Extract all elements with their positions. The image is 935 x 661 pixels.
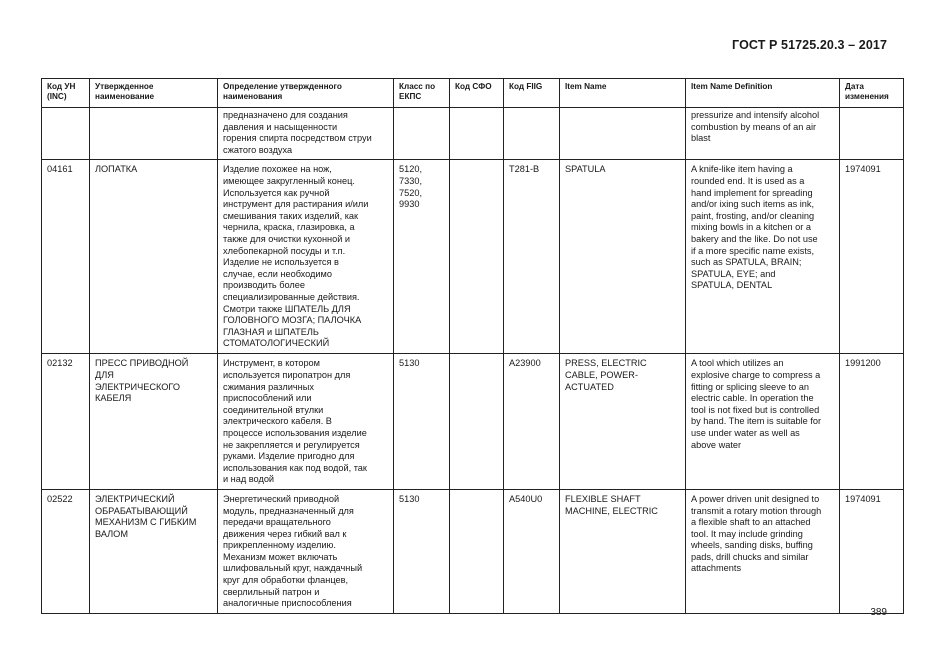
- table-body: [42, 108, 904, 614]
- cell-definition: [218, 354, 394, 490]
- cell-line: ГОЛОВНОГО МОЗГА; ПАЛОЧКА: [223, 315, 362, 326]
- cell-line: by hand. The item is suitable for: [691, 416, 822, 427]
- cell-line: explosive charge to compress a: [691, 369, 821, 380]
- cell-line: wheels, sanding disks, buffing: [691, 540, 813, 551]
- cell-code-fiig: A23900: [504, 354, 560, 490]
- cell-line: pads, drill chucks and similar: [691, 551, 809, 562]
- cell-code-fiig: A540U0: [504, 489, 560, 613]
- cell-item-name: [560, 489, 686, 613]
- cell-date-changed: 1991200: [840, 354, 904, 490]
- cell-line: имеющее закругленный конец.: [223, 175, 355, 186]
- cell-line: ЭЛЕКТРИЧЕСКОГО: [95, 381, 181, 392]
- cell-line: 5130: [399, 358, 420, 369]
- cell-line: электрического кабеля. В: [223, 416, 332, 427]
- cell-line: attachments: [691, 563, 742, 574]
- cell-line: transmit a rotary motion through: [691, 505, 822, 516]
- cell-line: также для очистки кухонной и: [223, 233, 351, 244]
- cell-line: hand implement for spreading: [691, 187, 813, 198]
- cell-line: above water: [691, 439, 742, 450]
- cell-line: Изделие не используется в: [223, 257, 339, 268]
- cell-line: PRESS, ELECTRIC: [565, 358, 647, 369]
- cell-item-name: [560, 108, 686, 160]
- column-header-item-name: Item Name: [560, 79, 686, 108]
- column-header-code-fiig: Код FIIG: [504, 79, 560, 108]
- cell-line: не закрепляется и регулируется: [223, 439, 360, 450]
- cell-line: ГЛАЗНАЯ и ШПАТЕЛЬ: [223, 326, 319, 337]
- column-header-date-changed: Дата изменения: [840, 79, 904, 108]
- column-header-approved-name: Утвержденное наименование: [90, 79, 218, 108]
- cell-line: FLEXIBLE SHAFT: [565, 493, 641, 504]
- cell-definition: [218, 489, 394, 613]
- cell-line: paint, frosting, and/or cleaning: [691, 210, 815, 221]
- cell-line: electric cable. In operation the: [691, 393, 814, 404]
- cell-class-ekps: [394, 108, 450, 160]
- cell-line: 9930: [399, 199, 420, 210]
- cell-line: производить более: [223, 280, 306, 291]
- column-header-definition: Определение утвержденного наименования: [218, 79, 394, 108]
- cell-class-ekps: [394, 354, 450, 490]
- cell-item-name: [560, 354, 686, 490]
- cell-line: специализированные действия.: [223, 291, 360, 302]
- cell-approved-name: [90, 489, 218, 613]
- cell-line: используется пиропатрон для: [223, 369, 351, 380]
- cell-line: 7330,: [399, 175, 422, 186]
- cell-line: 5130: [399, 493, 420, 504]
- cell-line: CABLE, POWER-: [565, 369, 639, 380]
- column-header-inc: Код УН (INC): [42, 79, 90, 108]
- cell-approved-name: [90, 160, 218, 354]
- cell-line: 5120,: [399, 164, 422, 175]
- cell-approved-name: [90, 354, 218, 490]
- cell-line: pressurize and intensify alcohol: [691, 110, 820, 120]
- table-row: [42, 108, 904, 160]
- cell-line: a flexible shaft to an attached: [691, 517, 811, 528]
- cell-approved-name: [90, 108, 218, 160]
- cell-line: движения через гибкий вал к: [223, 528, 347, 539]
- cell-line: использования как под водой, так: [223, 462, 367, 473]
- cell-code-sfo: [450, 108, 504, 160]
- cell-line: инструмент для растирания и/или: [223, 199, 369, 210]
- cell-line: SPATULA, EYE; and: [691, 268, 776, 279]
- document-standard-code: ГОСТ Р 51725.20.3 – 2017: [732, 38, 887, 52]
- cell-definition: [218, 108, 394, 160]
- cell-line: прикрепленному изделию.: [223, 540, 336, 551]
- cell-line: A power driven unit designed to: [691, 493, 820, 504]
- cell-inc: [42, 108, 90, 160]
- cell-date-changed: 1974091: [840, 160, 904, 354]
- cell-line: хлебопекарной посуды и т.п.: [223, 245, 346, 256]
- cell-line: if a more specific name exists,: [691, 245, 815, 256]
- cell-line: горения спирта посредством струи: [223, 133, 372, 144]
- cell-item-name-definition: [686, 108, 840, 160]
- cell-line: bakery and the like. Do not use: [691, 233, 818, 244]
- cell-code-sfo: [450, 354, 504, 490]
- cell-inc: 02522: [42, 489, 90, 613]
- cell-line: blast: [691, 133, 711, 144]
- cell-class-ekps: [394, 489, 450, 613]
- table-row: [42, 354, 904, 490]
- cell-line: combustion by means of an air: [691, 121, 817, 132]
- cell-line: ПРЕСС ПРИВОДНОЙ: [95, 358, 189, 369]
- table-header-row: [42, 79, 904, 108]
- cell-line: сверлильный патрон и: [223, 586, 320, 597]
- cell-line: ЭЛЕКТРИЧЕСКИЙ: [95, 493, 175, 504]
- cell-line: rounded end. It is used as a: [691, 175, 805, 186]
- cell-item-name: [560, 160, 686, 354]
- column-header-class-ekps: Класс по ЕКПС: [394, 79, 450, 108]
- table-row: [42, 489, 904, 613]
- page-number: 389: [870, 607, 887, 618]
- cell-line: приспособлений или: [223, 393, 312, 404]
- cell-code-sfo: [450, 489, 504, 613]
- cell-code-fiig: T281-B: [504, 160, 560, 354]
- cell-line: MACHINE, ELECTRIC: [565, 505, 658, 516]
- cell-line: предназначено для создания: [223, 110, 348, 120]
- cell-date-changed: [840, 108, 904, 160]
- cell-line: fitting or splicing sleeve to an: [691, 381, 809, 392]
- cell-code-sfo: [450, 160, 504, 354]
- column-header-item-name-definition: Item Name Definition: [686, 79, 840, 108]
- cell-line: круг для обработки фланцев,: [223, 575, 349, 586]
- cell-line: сжимания различных: [223, 381, 314, 392]
- cell-inc: 04161: [42, 160, 90, 354]
- cell-line: Изделие похожее на нож,: [223, 164, 332, 175]
- cell-line: процессе использования изделие: [223, 427, 367, 438]
- cell-line: МЕХАНИЗМ С ГИБКИМ: [95, 517, 197, 528]
- cell-line: mixing bowls in a kitchen or a: [691, 222, 812, 233]
- cell-line: tool is not fixed but is controlled: [691, 404, 820, 415]
- cell-line: сжатого воздуха: [223, 144, 293, 155]
- cell-line: A knife-like item having a: [691, 164, 793, 175]
- table-row: [42, 160, 904, 354]
- cell-line: модуль, предназначенный для: [223, 505, 354, 516]
- nomenclature-table: [41, 78, 904, 614]
- cell-line: Смотри также ШПАТЕЛЬ ДЛЯ: [223, 303, 351, 314]
- cell-line: ВАЛОМ: [95, 528, 128, 539]
- cell-definition: [218, 160, 394, 354]
- cell-line: tool. It may include grinding: [691, 528, 803, 539]
- cell-line: ДЛЯ: [95, 369, 114, 380]
- cell-line: ЛОПАТКА: [95, 164, 138, 175]
- cell-item-name-definition: [686, 354, 840, 490]
- cell-line: СТОМАТОЛОГИЧЕСКИЙ: [223, 338, 330, 349]
- cell-line: Энергетический приводной: [223, 493, 340, 504]
- cell-line: смешивания таких изделий, как: [223, 210, 359, 221]
- cell-line: Инструмент, в котором: [223, 358, 320, 369]
- cell-item-name-definition: [686, 489, 840, 613]
- cell-line: чернила, краска, глазировка, а: [223, 222, 355, 233]
- cell-line: such as SPATULA, BRAIN;: [691, 257, 802, 268]
- cell-line: соединительной втулки: [223, 404, 324, 415]
- cell-item-name-definition: [686, 160, 840, 354]
- cell-class-ekps: [394, 160, 450, 354]
- cell-line: and/or ixing such items as ink,: [691, 199, 815, 210]
- cell-line: A tool which utilizes an: [691, 358, 784, 369]
- cell-line: случае, если необходимо: [223, 268, 332, 279]
- cell-line: давления и насыщенности: [223, 121, 338, 132]
- cell-line: аналогичные приспособления: [223, 598, 352, 609]
- cell-line: Механизм может включать: [223, 551, 338, 562]
- cell-line: 7520,: [399, 187, 422, 198]
- cell-line: ACTUATED: [565, 381, 614, 392]
- column-header-code-sfo: Код СФО: [450, 79, 504, 108]
- cell-date-changed: 1974091: [840, 489, 904, 613]
- cell-inc: 02132: [42, 354, 90, 490]
- cell-line: шлифовальный круг, наждачный: [223, 563, 363, 574]
- cell-line: и над водой: [223, 474, 275, 485]
- cell-code-fiig: [504, 108, 560, 160]
- cell-line: ОБРАБАТЫВАЮЩИЙ: [95, 505, 188, 516]
- cell-line: use under water as well as: [691, 427, 800, 438]
- cell-line: КАБЕЛЯ: [95, 393, 132, 404]
- cell-line: Используется как ручной: [223, 187, 330, 198]
- cell-line: руками. Изделие пригодно для: [223, 451, 355, 462]
- cell-line: SPATULA: [565, 164, 606, 175]
- cell-line: SPATULA, DENTAL: [691, 280, 773, 291]
- cell-line: передачи вращательного: [223, 517, 331, 528]
